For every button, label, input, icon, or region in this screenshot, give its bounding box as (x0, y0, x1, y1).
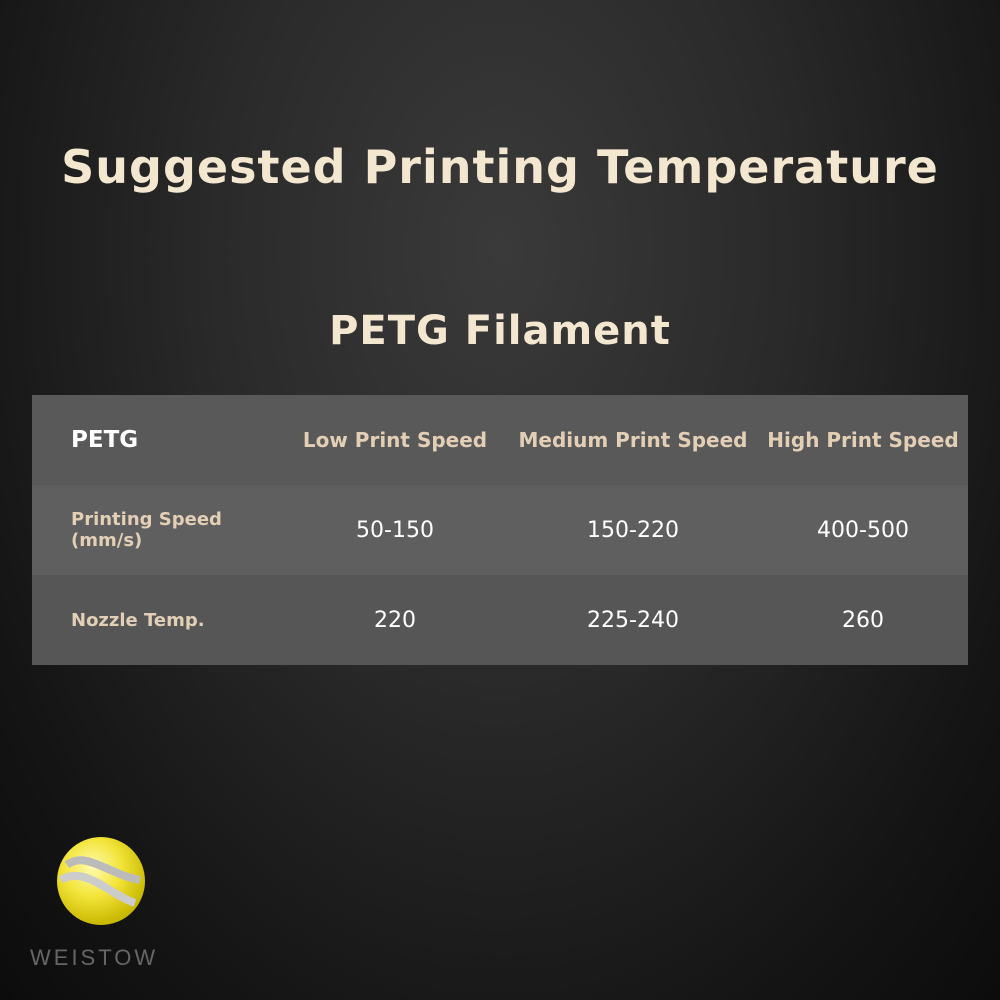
cell: 225-240 (587, 607, 679, 633)
cell: 50-150 (356, 517, 434, 543)
cell: 150-220 (587, 517, 679, 543)
table-header-row (32, 395, 968, 485)
cell: 220 (374, 607, 416, 633)
header-medium-speed: Medium Print Speed (518, 428, 748, 452)
logo-text: WEISTOW (30, 945, 159, 970)
header-material: PETG (71, 427, 139, 453)
table-row (32, 575, 968, 665)
table-row (32, 485, 968, 575)
header-high-speed: High Print Speed (767, 428, 959, 452)
row-label: Nozzle Temp. (71, 609, 205, 631)
yellow-sphere-logo-icon (55, 835, 147, 931)
header-low-speed: Low Print Speed (302, 428, 488, 452)
page-title: Suggested Printing Temperature (61, 140, 939, 194)
row-label: Printing Speed (mm/s) (71, 509, 222, 551)
section-title: PETG Filament (329, 308, 671, 354)
cell: 400-500 (817, 517, 909, 543)
cell: 260 (842, 607, 884, 633)
temperature-table (32, 395, 968, 666)
